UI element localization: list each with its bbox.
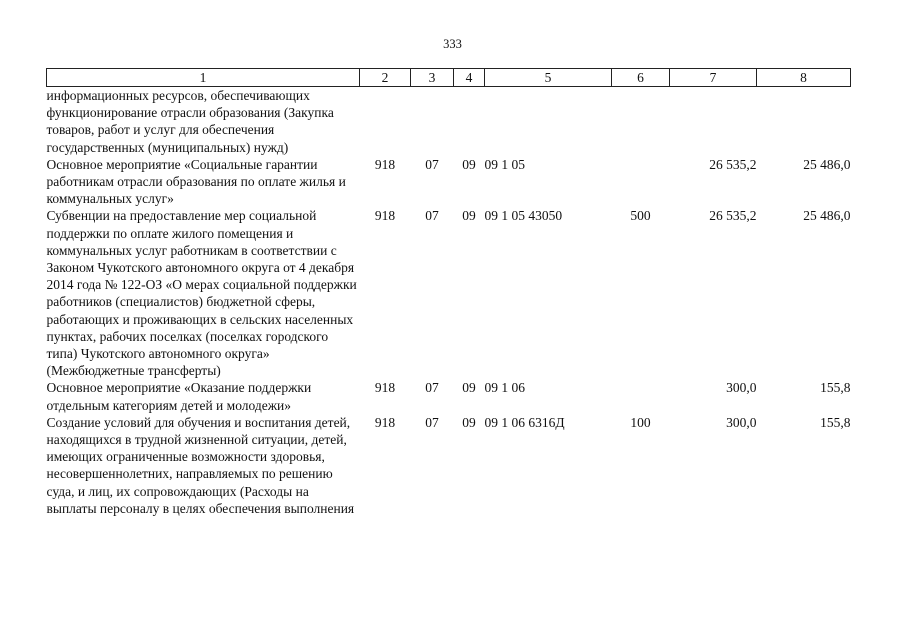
page-number: 333 — [443, 37, 462, 51]
row-section: 07 — [425, 208, 439, 224]
row-amount-1 — [670, 87, 757, 156]
row-name: Субвенции на предоставление мер социальной поддержки по оплате жилого помещения и коммунальных услуг работникам в соответствии с Законом Чукотского автономного округа от 4 декабря 2014 года № 122-ОЗ «О мерах социальной поддержки работников (специалистов) бюджетной сферы, работающих и проживающих в сельских населенных пунктах, рабочих поселках (поселках городского типа) Чукотского автономного округа» (Межбюджетные трансферты) — [46, 208, 357, 379]
row-section — [411, 87, 454, 156]
row-section: 07 — [425, 156, 439, 172]
row-section: 07 — [425, 380, 439, 396]
row-amount-1: 26 535,2 — [709, 156, 757, 172]
row-target-code: 09 1 05 — [484, 156, 525, 172]
row-expense-type: 100 — [630, 414, 651, 430]
budget-table — [46, 68, 851, 517]
row-name: информационных ресурсов, обеспечивающих функционирование отрасли образования (Закупка товаров, работ и услуг для обеспечения государственных (муниципальных) нужд) — [46, 88, 334, 155]
row-name: Основное мероприятие «Оказание поддержки отдельным категориям детей и молодежи» — [46, 380, 312, 413]
row-subsection: 09 — [462, 156, 476, 172]
row-grbs: 918 — [374, 414, 396, 430]
row-target-code: 09 1 06 6316Д — [484, 414, 565, 430]
row-amount-2: 25 486,0 — [803, 156, 851, 172]
row-expense-type: 500 — [630, 208, 651, 224]
row-subsection — [454, 87, 485, 156]
row-grbs: 918 — [374, 156, 396, 172]
header-col-3: 3 — [411, 69, 454, 87]
row-name: Создание условий для обучения и воспитания детей, находящихся в трудной жизненной ситуации, детей, имеющих ограниченные возможности здоровья, несовершеннолетних, направляемых по решению суда, и лиц, их сопровождающих (Расходы на выплаты персоналу в целях обеспечения выполнения — [46, 414, 355, 516]
row-amount-2 — [757, 87, 851, 156]
header-col-5: 5 — [485, 69, 612, 87]
table-row — [47, 156, 851, 208]
row-expense-type — [612, 379, 670, 413]
row-amount-1: 26 535,2 — [709, 208, 757, 224]
row-grbs — [360, 87, 411, 156]
header-col-1: 1 — [47, 69, 360, 87]
header-col-2: 2 — [360, 69, 411, 87]
table-header-row — [47, 69, 851, 87]
table-row — [47, 207, 851, 379]
row-subsection: 09 — [462, 414, 476, 430]
row-target-code: 09 1 05 43050 — [484, 208, 563, 224]
row-subsection: 09 — [462, 380, 476, 396]
table-row — [47, 87, 851, 156]
row-subsection: 09 — [462, 208, 476, 224]
header-col-4: 4 — [454, 69, 485, 87]
header-col-8: 8 — [757, 69, 851, 87]
row-amount-2: 155,8 — [820, 414, 851, 430]
header-col-6: 6 — [612, 69, 670, 87]
row-amount-2: 25 486,0 — [803, 208, 851, 224]
row-target-code: 09 1 06 — [484, 380, 525, 396]
row-name: Основное мероприятие «Социальные гарантии работникам отрасли образования по оплате жилья и коммунальных услуг» — [46, 156, 346, 207]
row-expense-type — [612, 156, 670, 208]
row-grbs: 918 — [374, 380, 396, 396]
row-expense-type — [612, 87, 670, 156]
row-section: 07 — [425, 414, 439, 430]
row-target-code — [485, 87, 612, 156]
row-amount-2: 155,8 — [820, 380, 851, 396]
table-row — [47, 379, 851, 413]
row-grbs: 918 — [374, 208, 396, 224]
table-row — [47, 414, 851, 517]
row-amount-1: 300,0 — [726, 380, 757, 396]
row-amount-1: 300,0 — [726, 414, 757, 430]
header-col-7: 7 — [670, 69, 757, 87]
